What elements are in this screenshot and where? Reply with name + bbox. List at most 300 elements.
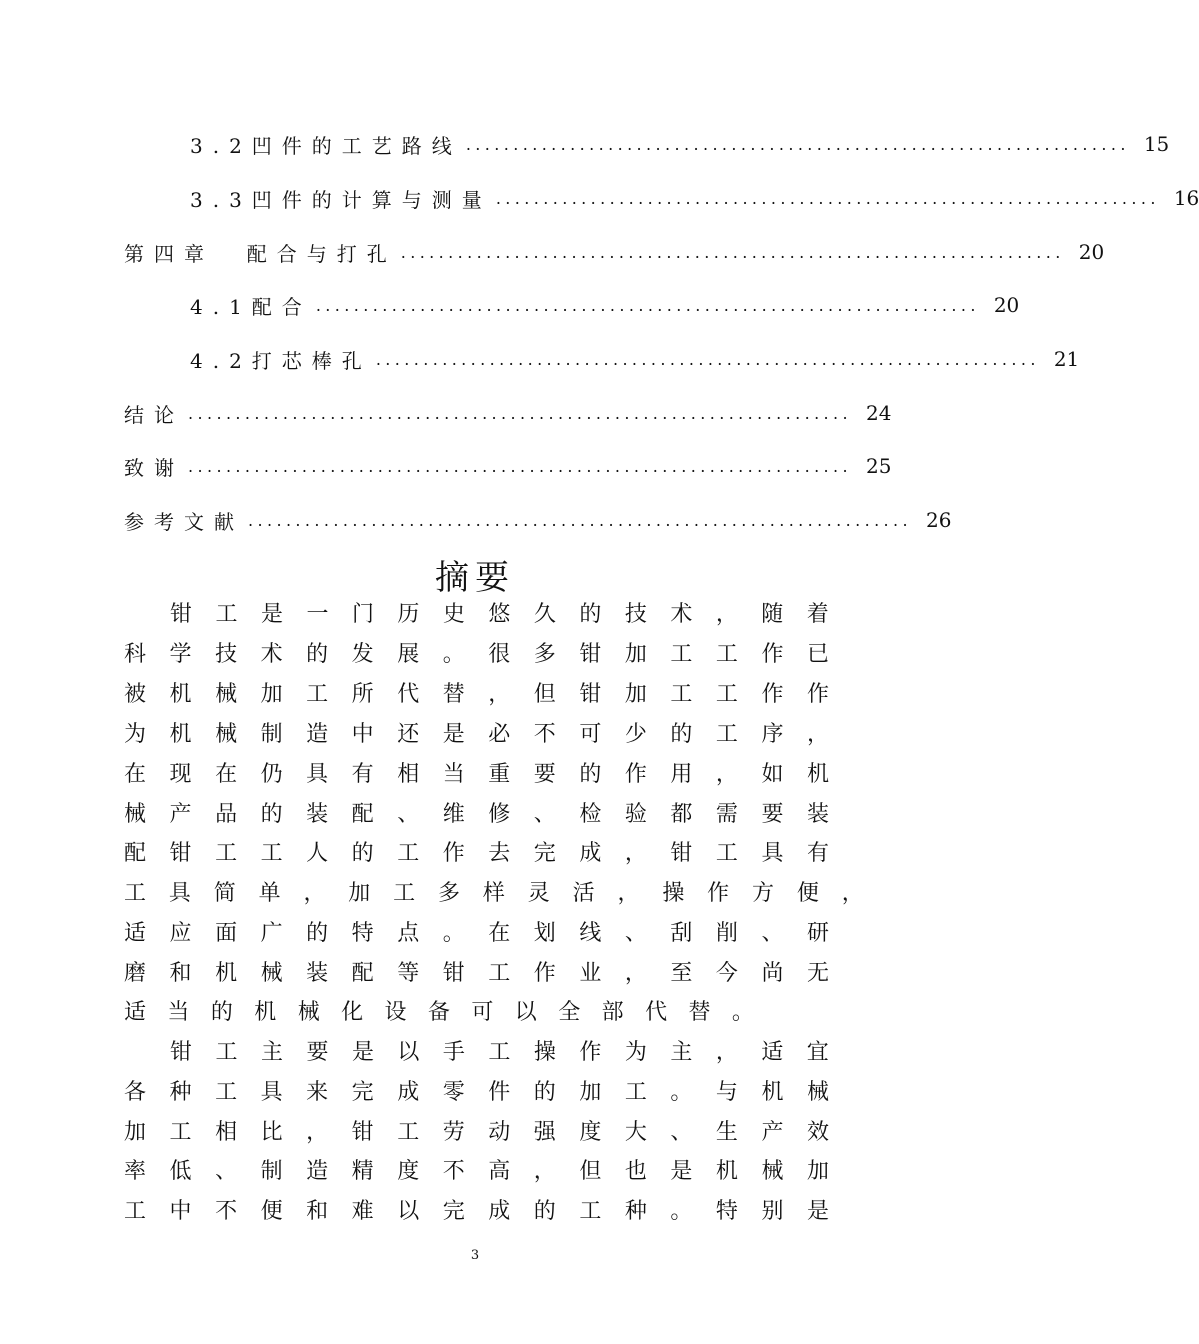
abstract-char: 高 [488, 1158, 511, 1184]
abstract-char: 着 [806, 601, 829, 627]
abstract-char: 品 [215, 801, 238, 827]
abstract-char: 成 [579, 840, 602, 866]
toc-entry-page: 24 [866, 401, 892, 425]
abstract-line [124, 1153, 829, 1185]
abstract-char: 具 [306, 761, 329, 787]
abstract-char: 灵 [527, 880, 550, 906]
toc-entry[interactable] [190, 183, 1199, 213]
abstract-line [124, 1074, 829, 1106]
abstract-char: 特 [715, 1198, 738, 1224]
toc-entry-page: 15 [1143, 132, 1170, 156]
abstract-char: 种 [624, 1198, 647, 1224]
abstract-char: 配 [124, 840, 147, 866]
toc-leader-dots: ...................................................................... [315, 295, 980, 315]
toc-leader-dots: ...................................................................... [188, 403, 853, 423]
abstract-char: 被 [124, 681, 147, 707]
abstract-title: 摘要 [435, 558, 515, 598]
abstract-line [170, 596, 829, 628]
abstract-char: 和 [169, 960, 192, 986]
abstract-char: 工 [715, 721, 738, 747]
abstract-char: 械 [761, 1158, 784, 1184]
abstract-char: 当 [442, 761, 465, 787]
abstract-char: 要 [533, 761, 556, 787]
abstract-char: 以 [397, 1039, 420, 1065]
abstract-char: 门 [351, 601, 374, 627]
abstract-char: 操 [533, 1039, 556, 1065]
abstract-char: 去 [488, 840, 511, 866]
abstract-char: 已 [806, 641, 829, 667]
abstract-char: 械 [124, 801, 147, 827]
toc-entry[interactable] [124, 505, 952, 535]
abstract-char: 业 [579, 960, 602, 986]
abstract-char: 方 [752, 880, 775, 906]
abstract-char: ， [303, 880, 326, 906]
abstract-char: 的 [579, 761, 602, 787]
abstract-char: 要 [306, 1039, 329, 1065]
abstract-char: 替 [688, 999, 711, 1025]
abstract-char: 械 [215, 721, 238, 747]
abstract-char: 都 [670, 801, 693, 827]
abstract-char: 工 [215, 601, 238, 627]
abstract-char: 工 [260, 840, 283, 866]
abstract-char: 简 [213, 880, 236, 906]
abstract-char: ， [715, 1039, 738, 1065]
abstract-line [124, 1114, 829, 1146]
abstract-char: 比 [260, 1119, 283, 1145]
abstract-char: 展 [397, 641, 420, 667]
toc-entry[interactable] [190, 129, 1170, 159]
abstract-char: 械 [806, 1079, 829, 1105]
abstract-line [124, 994, 754, 1026]
abstract-char: 的 [670, 721, 693, 747]
abstract-char: 等 [397, 960, 420, 986]
abstract-char: 。 [731, 999, 754, 1025]
abstract-char: 。 [670, 1079, 693, 1105]
toc-entry[interactable] [124, 237, 1105, 267]
toc-leader-dots: ...................................................................... [375, 349, 1040, 369]
abstract-char: 多 [533, 641, 556, 667]
abstract-char: 工 [397, 1119, 420, 1145]
abstract-char: 在 [215, 761, 238, 787]
abstract-char: 是 [806, 1198, 829, 1224]
abstract-char: 机 [761, 1079, 784, 1105]
abstract-char: ， [841, 880, 864, 906]
abstract-char: 主 [670, 1039, 693, 1065]
abstract-char: 单 [258, 880, 281, 906]
abstract-char: 备 [427, 999, 450, 1025]
abstract-char: 中 [351, 721, 374, 747]
toc-entry-label: 致谢 [124, 455, 184, 480]
abstract-char: 重 [488, 761, 511, 787]
abstract-char: 劳 [442, 1119, 465, 1145]
abstract-char: 的 [533, 1198, 556, 1224]
abstract-line [124, 1193, 829, 1225]
abstract-char: 大 [624, 1119, 647, 1145]
abstract-char: 宜 [806, 1039, 829, 1065]
abstract-char: 便 [796, 880, 819, 906]
abstract-char: 作 [624, 761, 647, 787]
abstract-char: 钳 [442, 960, 465, 986]
abstract-char: 代 [645, 999, 668, 1025]
abstract-char: 面 [215, 920, 238, 946]
abstract-char: 尚 [761, 960, 784, 986]
abstract-char: 维 [442, 801, 465, 827]
toc-entry-page: 20 [993, 293, 1020, 317]
abstract-line [124, 716, 829, 748]
abstract-char: 工 [124, 880, 147, 906]
abstract-char: 加 [348, 880, 371, 906]
abstract-char: 可 [579, 721, 602, 747]
abstract-char: 工 [124, 1198, 147, 1224]
abstract-char: 部 [601, 999, 624, 1025]
abstract-char: 验 [624, 801, 647, 827]
abstract-char: 特 [351, 920, 374, 946]
abstract-line [124, 796, 829, 828]
toc-leader-dots: ...................................................................... [248, 510, 913, 530]
toc-entry[interactable] [190, 290, 1020, 320]
abstract-char: 久 [533, 601, 556, 627]
abstract-char: 点 [397, 920, 420, 946]
abstract-char: 、 [397, 801, 420, 827]
abstract-char: 、 [533, 801, 556, 827]
abstract-char: 生 [715, 1119, 738, 1145]
abstract-char: 以 [514, 999, 537, 1025]
abstract-char: 钳 [351, 1119, 374, 1145]
abstract-char: 械 [215, 681, 238, 707]
abstract-char: 多 [438, 880, 461, 906]
abstract-char: 中 [169, 1198, 192, 1224]
abstract-char: 也 [624, 1158, 647, 1184]
abstract-char: 、 [215, 1158, 238, 1184]
abstract-char: 作 [533, 960, 556, 986]
abstract-char: 还 [397, 721, 420, 747]
abstract-char: 工 [670, 641, 693, 667]
abstract-char: 悠 [488, 601, 511, 627]
abstract-char: 作 [761, 641, 784, 667]
abstract-char: 制 [260, 1158, 283, 1184]
abstract-char: 的 [579, 601, 602, 627]
abstract-char: 很 [488, 641, 511, 667]
toc-entry[interactable] [190, 344, 1080, 374]
abstract-char: 刮 [670, 920, 693, 946]
abstract-char: 至 [670, 960, 693, 986]
abstract-char: 装 [306, 960, 329, 986]
abstract-char: 具 [761, 840, 784, 866]
toc-entry-page: 26 [926, 508, 952, 532]
abstract-char: 化 [341, 999, 364, 1025]
abstract-char: 全 [558, 999, 581, 1025]
abstract-char: 的 [260, 801, 283, 827]
abstract-line [124, 835, 829, 867]
abstract-char: 是 [351, 1039, 374, 1065]
abstract-char: 工 [579, 1198, 602, 1224]
abstract-char: 的 [306, 920, 329, 946]
abstract-char: 是 [670, 1158, 693, 1184]
abstract-char: 低 [169, 1158, 192, 1184]
abstract-char: 有 [351, 761, 374, 787]
abstract-char: 钳 [170, 1039, 193, 1065]
abstract-char: ， [617, 880, 640, 906]
abstract-char: 钳 [579, 641, 602, 667]
abstract-char: 完 [351, 1079, 374, 1105]
abstract-char: 相 [215, 1119, 238, 1145]
toc-leader-dots: ...................................................................... [400, 242, 1065, 262]
abstract-char: 工 [488, 960, 511, 986]
abstract-char: 相 [397, 761, 420, 787]
abstract-char: 产 [169, 801, 192, 827]
abstract-char: 技 [624, 601, 647, 627]
abstract-line [124, 875, 864, 907]
abstract-char: 机 [215, 960, 238, 986]
abstract-char: 人 [306, 840, 329, 866]
abstract-char: 适 [761, 1039, 784, 1065]
abstract-char: 度 [397, 1158, 420, 1184]
abstract-char: 工 [306, 681, 329, 707]
abstract-char: 如 [761, 761, 784, 787]
abstract-char: 有 [806, 840, 829, 866]
abstract-char: 、 [624, 920, 647, 946]
abstract-char: 效 [806, 1119, 829, 1145]
toc-leader-dots: ...................................................................... [465, 134, 1130, 154]
abstract-line [170, 1034, 829, 1066]
abstract-char: 强 [533, 1119, 556, 1145]
abstract-char: 但 [533, 681, 556, 707]
abstract-char: 线 [579, 920, 602, 946]
abstract-char: 作 [442, 840, 465, 866]
abstract-char: 钳 [670, 840, 693, 866]
abstract-char: 工 [624, 1079, 647, 1105]
abstract-char: 适 [124, 920, 147, 946]
abstract-char: ， [624, 960, 647, 986]
abstract-char: 划 [533, 920, 556, 946]
abstract-char: 检 [579, 801, 602, 827]
abstract-char: 加 [124, 1119, 147, 1145]
abstract-char: 机 [169, 721, 192, 747]
abstract-char: 为 [624, 1039, 647, 1065]
abstract-char: 产 [761, 1119, 784, 1145]
abstract-char: 成 [397, 1079, 420, 1105]
abstract-char: 不 [442, 1158, 465, 1184]
abstract-char: 工 [715, 641, 738, 667]
abstract-char: 完 [533, 840, 556, 866]
abstract-char: ， [533, 1158, 556, 1184]
abstract-char: 手 [442, 1039, 465, 1065]
abstract-char: 但 [579, 1158, 602, 1184]
abstract-char: 装 [306, 801, 329, 827]
abstract-char: 要 [761, 801, 784, 827]
abstract-char: 是 [260, 601, 283, 627]
abstract-char: 设 [384, 999, 407, 1025]
abstract-char: 工 [215, 1039, 238, 1065]
toc-entry-label: 参考文献 [124, 509, 244, 534]
abstract-char: 一 [306, 601, 329, 627]
abstract-line [124, 676, 829, 708]
abstract-char: 工 [488, 1039, 511, 1065]
abstract-char: 动 [488, 1119, 511, 1145]
abstract-char: 、 [761, 920, 784, 946]
toc-entry-label: 4.2打芯棒孔 [190, 348, 372, 373]
abstract-char: 精 [351, 1158, 374, 1184]
abstract-char: 工 [215, 840, 238, 866]
toc-entry-page: 16 [1173, 186, 1199, 210]
abstract-char: 具 [260, 1079, 283, 1105]
abstract-char: 配 [351, 960, 374, 986]
abstract-char: 械 [297, 999, 320, 1025]
abstract-char: 所 [351, 681, 374, 707]
abstract-char: 历 [397, 601, 420, 627]
abstract-char: 的 [210, 999, 233, 1025]
abstract-line [124, 915, 829, 947]
abstract-char: 钳 [170, 601, 193, 627]
abstract-char: 序 [761, 721, 784, 747]
toc-entry[interactable] [124, 398, 892, 428]
abstract-char: 工 [715, 840, 738, 866]
abstract-char: 来 [306, 1079, 329, 1105]
abstract-line [124, 756, 829, 788]
page-number: 3 [470, 1248, 480, 1263]
abstract-char: 今 [715, 960, 738, 986]
abstract-char: 的 [533, 1079, 556, 1105]
abstract-char: 主 [260, 1039, 283, 1065]
abstract-char: 成 [488, 1198, 511, 1224]
abstract-char: 随 [761, 601, 784, 627]
abstract-char: 不 [533, 721, 556, 747]
abstract-char: 。 [442, 920, 465, 946]
abstract-char: ， [306, 1119, 329, 1145]
toc-entry-page: 25 [866, 454, 892, 478]
abstract-char: 适 [124, 999, 147, 1025]
abstract-char: 代 [397, 681, 420, 707]
abstract-char: 需 [715, 801, 738, 827]
abstract-char: 应 [169, 920, 192, 946]
abstract-char: 。 [442, 641, 465, 667]
abstract-char: 用 [670, 761, 693, 787]
abstract-char: 完 [442, 1198, 465, 1224]
abstract-char: 当 [167, 999, 190, 1025]
abstract-char: ， [806, 721, 829, 747]
abstract-char: 加 [806, 1158, 829, 1184]
toc-entry-label: 3.3凹件的计算与测量 [190, 187, 492, 212]
abstract-char: 科 [124, 641, 147, 667]
abstract-char: ， [715, 601, 738, 627]
abstract-char: 现 [169, 761, 192, 787]
abstract-char: 为 [124, 721, 147, 747]
abstract-char: 难 [351, 1198, 374, 1224]
abstract-char: 和 [306, 1198, 329, 1224]
abstract-line [124, 636, 829, 668]
abstract-char: 装 [806, 801, 829, 827]
toc-entry-label: 第四章 配合与打孔 [124, 241, 397, 266]
abstract-char: ， [624, 840, 647, 866]
abstract-char: 零 [442, 1079, 465, 1105]
abstract-char: 件 [488, 1079, 511, 1105]
abstract-char: 在 [488, 920, 511, 946]
abstract-char: 无 [806, 960, 829, 986]
abstract-char: 作 [707, 880, 730, 906]
abstract-char: 活 [572, 880, 595, 906]
abstract-char: 作 [761, 681, 784, 707]
toc-entry-label: 4.1配合 [190, 294, 312, 319]
abstract-char: 工 [715, 681, 738, 707]
abstract-char: 作 [579, 1039, 602, 1065]
abstract-char: 工 [397, 840, 420, 866]
abstract-char: 。 [670, 1198, 693, 1224]
abstract-char: 各 [124, 1079, 147, 1105]
abstract-char: 少 [624, 721, 647, 747]
abstract-char: 作 [806, 681, 829, 707]
abstract-char: 替 [442, 681, 465, 707]
abstract-char: 是 [442, 721, 465, 747]
abstract-char: 率 [124, 1158, 147, 1184]
abstract-char: 造 [306, 1158, 329, 1184]
toc-entry[interactable] [124, 451, 892, 481]
abstract-char: 不 [215, 1198, 238, 1224]
toc-leader-dots: ...................................................................... [495, 188, 1160, 208]
abstract-char: 、 [670, 1119, 693, 1145]
abstract-char: 学 [169, 641, 192, 667]
abstract-char: 可 [471, 999, 494, 1025]
abstract-char: 操 [662, 880, 685, 906]
abstract-char: 加 [624, 681, 647, 707]
abstract-char: 削 [715, 920, 738, 946]
abstract-line [124, 955, 829, 987]
abstract-char: 磨 [124, 960, 147, 986]
abstract-char: 加 [624, 641, 647, 667]
abstract-char: 工 [169, 1119, 192, 1145]
abstract-char: 配 [351, 801, 374, 827]
abstract-char: 术 [260, 641, 283, 667]
toc-leader-dots: ...................................................................... [188, 456, 853, 476]
abstract-char: 工 [393, 880, 416, 906]
abstract-char: 样 [482, 880, 505, 906]
abstract-char: 械 [260, 960, 283, 986]
abstract-char: 工 [670, 681, 693, 707]
abstract-char: 研 [806, 920, 829, 946]
abstract-char: 技 [215, 641, 238, 667]
abstract-char: 机 [254, 999, 277, 1025]
abstract-char: 机 [169, 681, 192, 707]
abstract-char: 在 [124, 761, 147, 787]
abstract-char: 种 [169, 1079, 192, 1105]
abstract-char: 工 [215, 1079, 238, 1105]
abstract-char: 机 [715, 1158, 738, 1184]
abstract-char: 制 [260, 721, 283, 747]
abstract-char: 与 [715, 1079, 738, 1105]
abstract-char: 仍 [260, 761, 283, 787]
abstract-char: 史 [442, 601, 465, 627]
abstract-char: 必 [488, 721, 511, 747]
abstract-char: 加 [260, 681, 283, 707]
abstract-char: 发 [351, 641, 374, 667]
abstract-char: 术 [670, 601, 693, 627]
abstract-char: 钳 [169, 840, 192, 866]
abstract-char: ， [715, 761, 738, 787]
abstract-char: 别 [761, 1198, 784, 1224]
toc-entry-page: 20 [1078, 240, 1105, 264]
abstract-char: 修 [488, 801, 511, 827]
abstract-char: 钳 [579, 681, 602, 707]
abstract-char: 加 [579, 1079, 602, 1105]
abstract-char: ， [488, 681, 511, 707]
toc-entry-page: 21 [1053, 347, 1080, 371]
abstract-char: 具 [168, 880, 191, 906]
abstract-char: 广 [260, 920, 283, 946]
abstract-char: 的 [351, 840, 374, 866]
abstract-char: 造 [306, 721, 329, 747]
toc-entry-label: 结论 [124, 402, 184, 427]
abstract-char: 便 [260, 1198, 283, 1224]
abstract-char: 以 [397, 1198, 420, 1224]
